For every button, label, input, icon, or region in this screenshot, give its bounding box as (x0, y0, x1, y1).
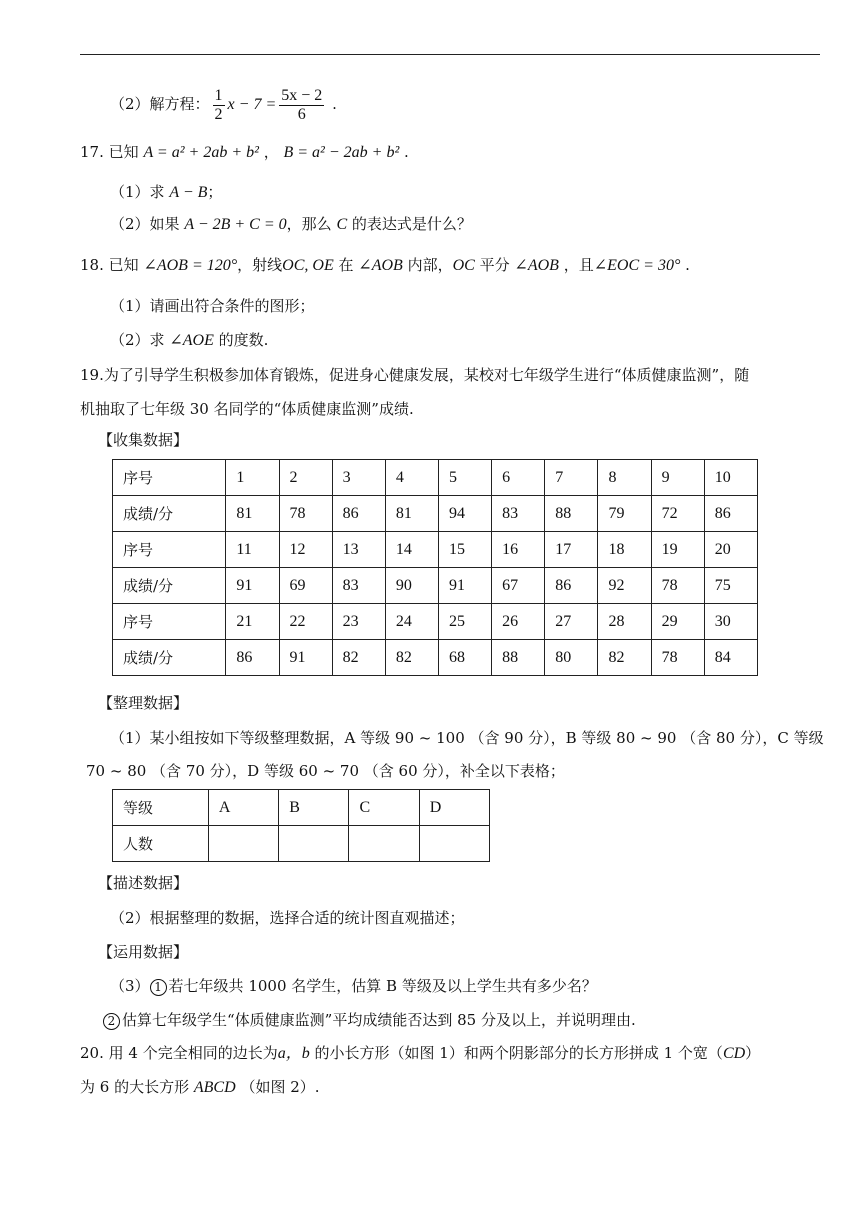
variables-a-b: a，b (277, 1045, 310, 1062)
fraction-one-half (213, 87, 225, 124)
index-cell: 2 (279, 460, 332, 496)
angle-aob: ∠AOB (358, 257, 403, 274)
index-row-label: 序号 (113, 532, 226, 568)
score-cell: 86 (226, 640, 279, 676)
index-cell: 17 (545, 532, 598, 568)
apply-item-1 (110, 975, 597, 997)
score-cell: 86 (332, 496, 385, 532)
q16-part2 (110, 84, 337, 125)
index-cell: 22 (279, 604, 332, 640)
expression-a: A = a² + 2ab + b² (143, 144, 259, 161)
score-cell: 81 (385, 496, 438, 532)
grade-d-cell: D (419, 790, 489, 826)
index-cell: 21 (226, 604, 279, 640)
score-row (113, 568, 758, 604)
angle-aob: ∠AOB (514, 257, 559, 274)
question-number: 20. (80, 1044, 104, 1062)
index-cell: 27 (545, 604, 598, 640)
index-cell: 11 (226, 532, 279, 568)
score-cell: 83 (492, 496, 545, 532)
q17-part2-expression: A − 2B + C = 0 (184, 216, 287, 233)
semicolon: ； (207, 183, 223, 201)
organize-line2: 70 ~ 80 （含 70 分），D 等级 60 ~ 70 （含 60 分），补全以下表格； (86, 762, 565, 780)
score-cell: 69 (279, 568, 332, 604)
q20-text: 为 6 的大长方形 (80, 1078, 190, 1096)
score-cell: 86 (545, 568, 598, 604)
q19-intro-line2: 机抽取了七年级 30 名同学的“体质健康监测”成绩. (80, 400, 414, 418)
score-row-label: 成绩/分 (113, 496, 226, 532)
score-cell: 88 (545, 496, 598, 532)
circled-number-two-icon: 2 (103, 1013, 120, 1030)
score-cell: 90 (385, 568, 438, 604)
q17-part2-label: （2）如果 (110, 215, 180, 233)
score-cell: 78 (651, 640, 704, 676)
q19-intro-line1 (80, 364, 749, 386)
grade-b-cell: B (279, 790, 349, 826)
q20-line1 (80, 1042, 760, 1065)
apply-prefix: （3） (110, 977, 150, 995)
period: . (404, 143, 409, 161)
index-cell: 15 (438, 532, 491, 568)
index-cell: 3 (332, 460, 385, 496)
fraction-denominator: 6 (297, 105, 306, 123)
q17-part2-mid: ，那么 (286, 215, 332, 233)
index-cell: 6 (492, 460, 545, 496)
index-cell: 19 (651, 532, 704, 568)
q20-line2 (80, 1076, 320, 1099)
index-row (113, 532, 758, 568)
score-cell: 72 (651, 496, 704, 532)
count-row (113, 826, 490, 862)
fraction-denominator: 2 (214, 105, 223, 123)
index-cell: 20 (704, 532, 757, 568)
score-row (113, 496, 758, 532)
angle-aob-value: ∠AOB = 120° (143, 257, 238, 274)
index-row (113, 604, 758, 640)
expression-b: B = a² − 2ab + b² (283, 144, 400, 161)
period: . (332, 95, 337, 113)
describe-data-heading: 【描述数据】 (98, 874, 189, 892)
rectangle-abcd: ABCD (193, 1079, 236, 1096)
organize-line1: （1）某小组按如下等级整理数据，A 等级 90 ~ 100 （含 90 分），B 等级 80 ~ 90 （含 80 分），C 等级 (110, 729, 824, 747)
index-cell: 9 (651, 460, 704, 496)
variable-c: C (336, 216, 348, 233)
score-cell: 82 (598, 640, 651, 676)
count-b-blank (279, 826, 349, 862)
score-row-label: 成绩/分 (113, 640, 226, 676)
fraction-numerator: 5x − 2 (281, 86, 323, 104)
score-cell: 78 (279, 496, 332, 532)
angle-aoe: ∠AOE (169, 332, 214, 349)
score-cell: 68 (438, 640, 491, 676)
q18-text: ，且 (563, 256, 594, 274)
index-row-label: 序号 (113, 604, 226, 640)
q18-stem (80, 254, 690, 277)
score-cell: 67 (492, 568, 545, 604)
q18-text: 已知 (108, 256, 139, 274)
q20-text: ） (745, 1044, 761, 1062)
score-cell: 82 (385, 640, 438, 676)
index-cell: 1 (226, 460, 279, 496)
score-cell: 91 (438, 568, 491, 604)
q18-part2-end: 的度数. (218, 331, 269, 349)
index-cell: 26 (492, 604, 545, 640)
comma: ， (263, 143, 279, 161)
score-cell: 91 (226, 568, 279, 604)
angle-eoc-value: ∠EOC = 30° (593, 257, 681, 274)
fraction-right-side (279, 87, 324, 124)
index-cell: 25 (438, 604, 491, 640)
q18-part1: （1）请画出符合条件的图形； (110, 297, 315, 315)
q16-part2-label: （2）解方程： (110, 95, 210, 113)
equation-middle: x − 7 = (227, 96, 277, 113)
index-cell: 7 (545, 460, 598, 496)
score-cell: 94 (438, 496, 491, 532)
score-row-label: 成绩/分 (113, 568, 226, 604)
q17-intro: 已知 (108, 143, 139, 161)
question-number: 17. (80, 143, 104, 161)
score-cell: 88 (492, 640, 545, 676)
q17-part1-expression: A − B (169, 184, 208, 201)
score-cell: 92 (598, 568, 651, 604)
index-cell: 23 (332, 604, 385, 640)
rays-oc-oe: OC, OE (282, 257, 334, 274)
count-d-blank (419, 826, 489, 862)
apply-item-2 (103, 1009, 636, 1031)
apply-text-1: 若七年级共 1000 名学生，估算 B 等级及以上学生共有多少名？ (168, 977, 597, 995)
apply-text-2: 估算七年级学生“体质健康监测”平均成绩能否达到 85 分及以上，并说明理由. (122, 1011, 636, 1029)
question-number: 19. (80, 366, 104, 384)
index-cell: 18 (598, 532, 651, 568)
count-header-cell: 人数 (113, 826, 209, 862)
q18-part2-label: （2）求 (110, 331, 165, 349)
score-cell: 82 (332, 640, 385, 676)
index-cell: 5 (438, 460, 491, 496)
index-cell: 24 (385, 604, 438, 640)
index-cell: 8 (598, 460, 651, 496)
q17-part2-end: 的表达式是什么？ (351, 215, 472, 233)
grade-header-cell: 等级 (113, 790, 209, 826)
score-cell: 86 (704, 496, 757, 532)
fraction-numerator: 1 (214, 86, 223, 104)
q19-intro-text: 为了引导学生积极参加体育锻炼，促进身心健康发展，某校对七年级学生进行“体质健康监测”，随 (103, 366, 750, 384)
index-row (113, 460, 758, 496)
organize-data-heading: 【整理数据】 (98, 694, 189, 712)
q17-stem (80, 141, 409, 164)
score-cell: 84 (704, 640, 757, 676)
score-cell: 80 (545, 640, 598, 676)
header-rule (80, 54, 820, 55)
q18-text: 内部， (407, 256, 453, 274)
q18-text: 平分 (479, 256, 510, 274)
score-row (113, 640, 758, 676)
q18-text: ，射线 (237, 256, 283, 274)
ray-oc: OC (452, 257, 475, 274)
count-c-blank (349, 826, 419, 862)
question-number: 18. (80, 256, 104, 274)
index-cell: 28 (598, 604, 651, 640)
q18-part2 (110, 329, 268, 352)
index-row-label: 序号 (113, 460, 226, 496)
score-cell: 75 (704, 568, 757, 604)
period: . (685, 256, 690, 274)
q18-text: 在 (338, 256, 354, 274)
q17-part1-label: （1）求 (110, 183, 165, 201)
describe-text: （2）根据整理的数据，选择合适的统计图直观描述； (110, 909, 465, 927)
index-cell: 12 (279, 532, 332, 568)
index-cell: 30 (704, 604, 757, 640)
q20-text: （如图 2）. (240, 1078, 320, 1096)
grade-row (113, 790, 490, 826)
score-cell: 81 (226, 496, 279, 532)
q20-text: 用 4 个完全相同的边长为 (108, 1044, 278, 1062)
score-cell: 91 (279, 640, 332, 676)
circled-number-one-icon: 1 (150, 979, 167, 996)
index-cell: 14 (385, 532, 438, 568)
score-cell: 83 (332, 568, 385, 604)
index-cell: 10 (704, 460, 757, 496)
index-cell: 13 (332, 532, 385, 568)
apply-data-heading: 【运用数据】 (98, 943, 189, 961)
q17-part1 (110, 181, 222, 204)
grade-count-table (112, 789, 490, 862)
grade-c-cell: C (349, 790, 419, 826)
grade-a-cell: A (208, 790, 278, 826)
count-a-blank (208, 826, 278, 862)
score-data-table (112, 459, 758, 676)
collect-data-heading: 【收集数据】 (98, 431, 189, 449)
score-cell: 78 (651, 568, 704, 604)
index-cell: 4 (385, 460, 438, 496)
index-cell: 29 (651, 604, 704, 640)
score-cell: 79 (598, 496, 651, 532)
segment-cd: CD (722, 1045, 746, 1062)
index-cell: 16 (492, 532, 545, 568)
q20-text: 的小长方形（如图 1）和两个阴影部分的长方形拼成 1 个宽（ (314, 1044, 723, 1062)
q17-part2 (110, 213, 472, 236)
